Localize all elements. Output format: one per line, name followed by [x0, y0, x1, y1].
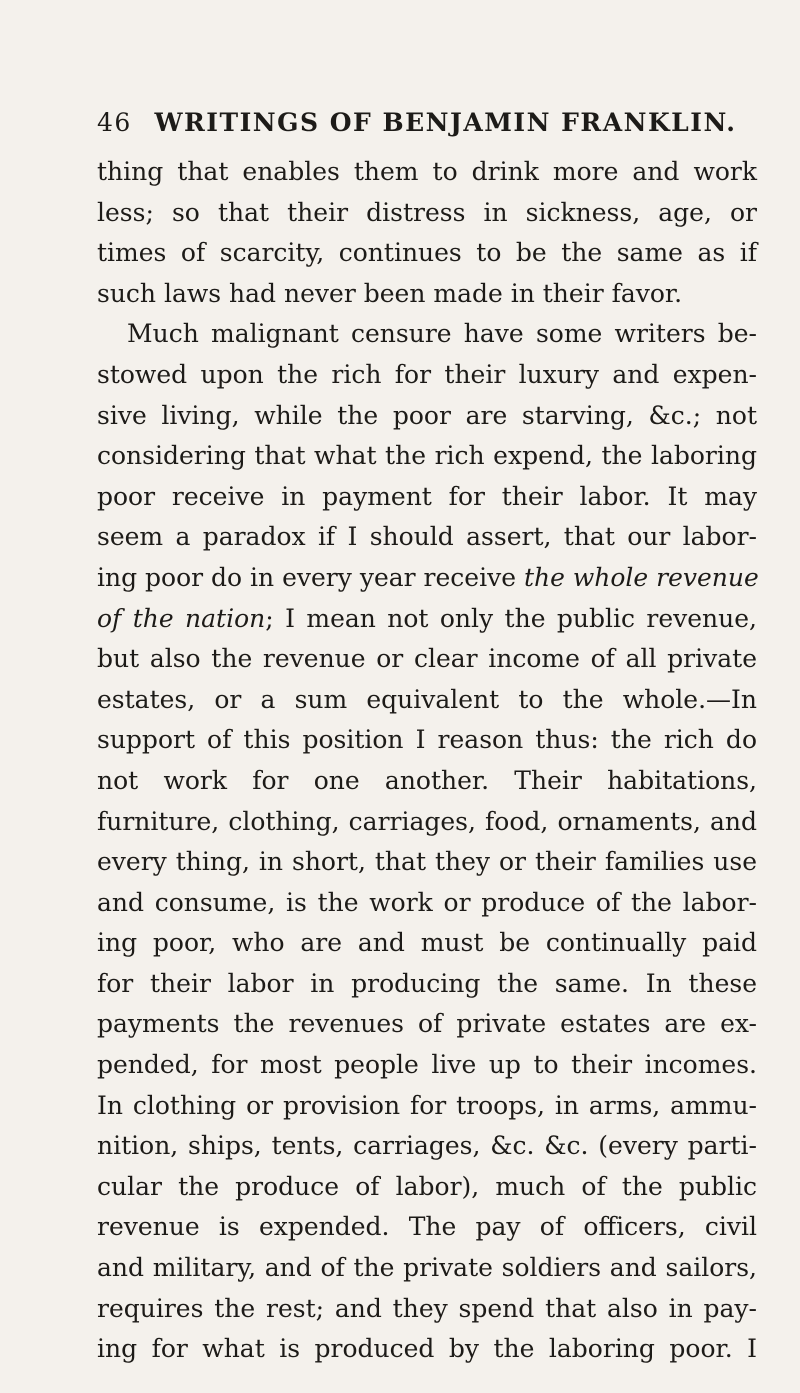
text-line: payments the revenues of private estates are ex-	[97, 1009, 757, 1039]
text-line: such laws had never been made in their favor.	[97, 278, 683, 308]
text-line: seem a paradox if I should assert, that our labor-	[97, 522, 757, 552]
page-number: 46	[97, 108, 132, 137]
running-title: WRITINGS OF BENJAMIN FRANKLIN.	[154, 108, 737, 137]
text-segment: ing poor do in every year receive	[97, 562, 524, 592]
text-line: requires the rest; and they spend that also in pay-	[97, 1293, 757, 1323]
text-line	[97, 599, 757, 640]
text-line: and military, and of the private soldiers and sailors,	[97, 1253, 757, 1283]
running-head	[97, 103, 737, 143]
text-line: estates, or a sum equivalent to the whole.—In	[97, 684, 757, 714]
text-line: poor receive in payment for their labor. It may	[97, 481, 757, 511]
italic-phrase: the whole revenue	[523, 562, 759, 592]
text-line: ing for what is produced by the laboring poor. I	[97, 1334, 757, 1364]
text-line: pended, for most people live up to their incomes.	[97, 1050, 757, 1080]
text-line: cular the produce of labor), much of the public	[97, 1171, 757, 1201]
text-line: In clothing or provision for troops, in arms, ammu-	[97, 1090, 757, 1120]
text-line: times of scarcity, continues to be the same as if	[97, 238, 757, 268]
paragraph-start-line: Much malignant censure have some writers be-	[127, 319, 757, 349]
text-line: less; so that their distress in sickness, age, or	[97, 197, 757, 227]
text-segment: ; I mean not only the public revenue,	[265, 603, 758, 633]
body-text	[97, 152, 757, 1370]
text-line: for their labor in producing the same. In these	[97, 968, 757, 998]
text-line: stowed upon the rich for their luxury and expen-	[97, 359, 757, 389]
text-line: thing that enables them to drink more and work	[97, 157, 757, 186]
text-line: not work for one another. Their habitations,	[97, 765, 757, 795]
text-line: furniture, clothing, carriages, food, ornaments, and	[97, 806, 757, 836]
text-line: considering that what the rich expend, the laboring	[97, 441, 757, 471]
text-line	[97, 558, 757, 599]
text-line: sive living, while the poor are starving, &c.; not	[97, 400, 757, 430]
text-line: support of this position I reason thus: the rich do	[97, 725, 757, 755]
text-line: every thing, in short, that they or their families use	[97, 847, 757, 877]
text-line: but also the revenue or clear income of all private	[97, 644, 757, 674]
text-line: ing poor, who are and must be continually paid	[97, 928, 757, 958]
italic-phrase: of the nation	[97, 603, 266, 633]
text-line: and consume, is the work or produce of the labor-	[97, 887, 757, 917]
text-line: revenue is expended. The pay of officers, civil	[97, 1212, 757, 1242]
text-line: nition, ships, tents, carriages, &c. &c. (every parti-	[97, 1131, 757, 1161]
